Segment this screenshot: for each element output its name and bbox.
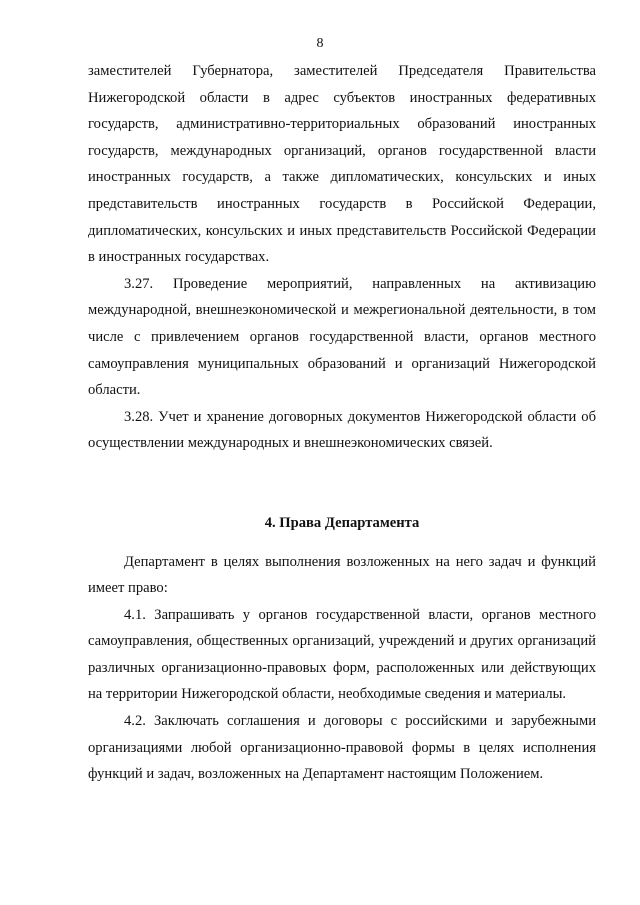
paragraph-3-27: 3.27. Проведение мероприятий, направленных на активизацию международной, внешнеэкономической и межрегиональной деятельности, в том числе с привлечением органов государственной власти, органов местного самоуправления муниципальных образований и организаций Нижегородской области. [88, 275, 596, 399]
paragraph-continuation: заместителей Губернатора, заместителей Председателя Правительства Нижегородской области в адрес субъектов иностранных федеративных государств, административно-территориальных образований иностранных государств, международных организаций, органов государственной власти иностранных государств, а также дипломатических, консульских и иных представительств иностранных государств в Российской Федерации, дипломатических, консульских и иных представительств Российской Федерации в иностранных государствах. [88, 63, 596, 266]
paragraph-4-1: 4.1. Запрашивать у органов государственной власти, органов местного самоуправления, общественных организаций, учреждений и других организаций различных организационно-правовых форм, расположенных или действующих на территории Нижегородской области, необходимые сведения и материалы. [88, 606, 596, 703]
paragraph-4-2: 4.2. Заключать соглашения и договоры с российскими и зарубежными организациями любой организационно-правовой формы в целях исполнения функций и задач, возложенных на Департамент настоящим Положением. [88, 713, 596, 783]
heading-spacer [88, 537, 596, 549]
paragraph-3-28: 3.28. Учет и хранение договорных документов Нижегородской области об осуществлении международных и внешнеэкономических связей. [88, 408, 596, 452]
section-spacer [88, 457, 596, 510]
section-heading: 4. Права Департамента [264, 514, 420, 531]
document-body [88, 58, 596, 788]
paragraph-rights-intro: Департамент в целях выполнения возложенных на него задач и функций имеет право: [88, 553, 596, 597]
page-number: 8 [316, 36, 324, 51]
